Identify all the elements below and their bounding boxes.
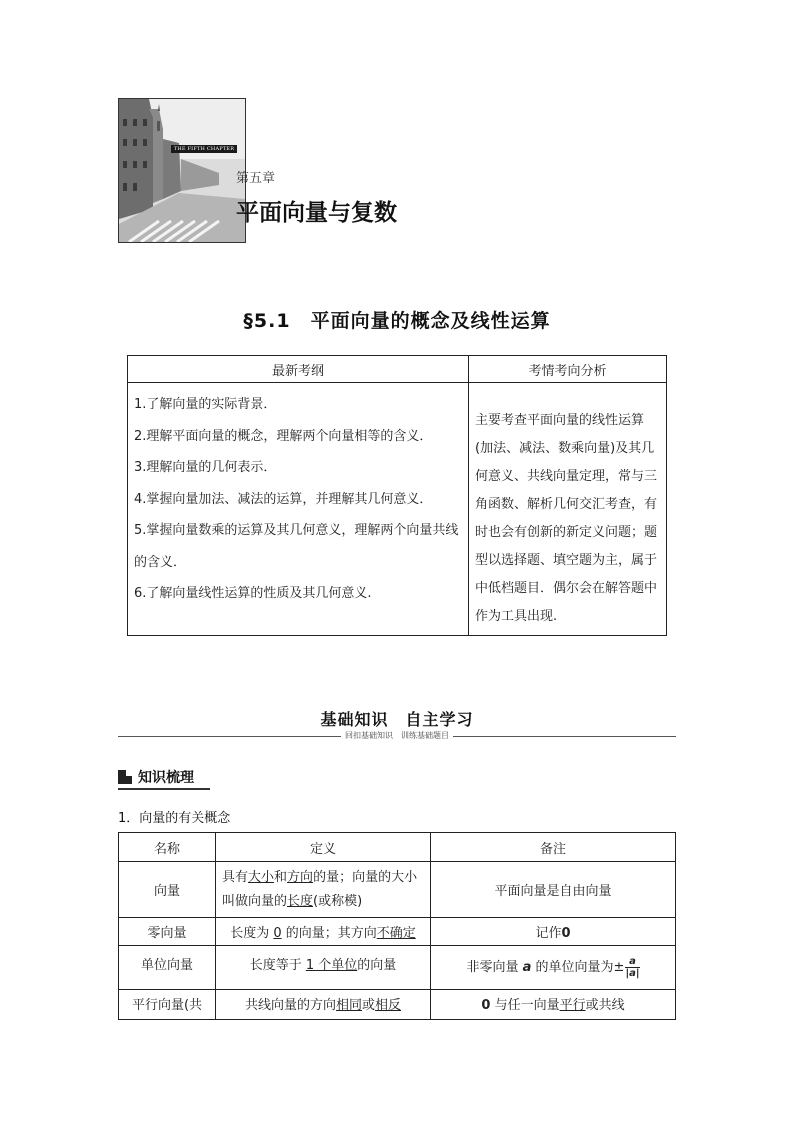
table-row <box>119 918 676 946</box>
knowledge-heading <box>118 767 194 787</box>
table-row <box>119 990 676 1020</box>
section-marker-icon <box>118 770 132 784</box>
concept-note: 非零向量 a 的单位向量为± $\frac{a}{|a|}$ <box>431 946 676 990</box>
concept-name: 向量 <box>119 862 216 918</box>
concepts-table <box>118 832 676 1020</box>
concept-note: 平面向量是自由向量 <box>431 862 676 918</box>
syllabus-item: 1.了解向量的实际背景． <box>134 397 277 412</box>
concept-note: 0 与任一向量平行或共线 <box>431 990 676 1020</box>
knowledge-heading-text: 知识梳理 <box>138 770 194 786</box>
outline-header-analysis: 考情考向分析 <box>469 356 667 383</box>
concept-note: 记作0 <box>431 918 676 946</box>
table-row <box>119 862 676 918</box>
syllabus-item: 4.掌握向量加法、减法的运算，并理解其几何意义． <box>134 491 433 507</box>
concept-name: 单位向量 <box>119 946 216 990</box>
chapter-number: 第五章 <box>236 171 276 186</box>
concept-name: 平行向量(共 <box>119 990 216 1020</box>
analysis-text: 主要考查平面向量的线性运算(加法、减法、数乘向量)及其几何意义、共线向量定理，常与三角函数、解析几何交汇考查，有时也会有创新的新定义问题；题型以选择题、填空题为主，属于中低档题目．偶尔会在解答题中作为工具出现. <box>475 413 658 624</box>
chapter-banner: THE FIFTH CHAPTER <box>171 145 237 153</box>
outline-header-syllabus: 最新考纲 <box>128 356 469 383</box>
syllabus-item: 2.理解平面向量的概念，理解两个向量相等的含义． <box>134 428 433 444</box>
table-row <box>119 946 676 990</box>
concepts-header-note: 备注 <box>431 833 676 862</box>
analysis-cell <box>469 383 667 636</box>
section-title: §5.1 平面向量的概念及线性运算 <box>243 310 551 332</box>
unit-vector-fraction: $\frac{a}{|a|}$ <box>625 956 640 979</box>
concept-name: 零向量 <box>119 918 216 946</box>
concept-definition: 具有大小和方向的量；向量的大小叫做向量的长度(或称模) <box>216 862 431 918</box>
concepts-header-name: 名称 <box>119 833 216 862</box>
outline-table <box>127 355 667 636</box>
concept-definition: 共线向量的方向相同或相反 <box>216 990 431 1020</box>
knowledge-heading-underline <box>118 788 210 790</box>
syllabus-cell <box>128 383 469 636</box>
concept-definition: 长度为 0 的向量；其方向不确定 <box>216 918 431 946</box>
syllabus-item: 3.理解向量的几何表示． <box>134 460 277 475</box>
concepts-header-definition: 定义 <box>216 833 431 862</box>
divider-subtitle <box>0 730 794 741</box>
concept-definition: 长度等于 1 个单位的向量 <box>216 946 431 990</box>
syllabus-item: 5.掌握向量数乘的运算及其几何意义，理解两个向量共线的含义． <box>134 523 459 570</box>
chapter-cover-image <box>118 98 246 243</box>
divider-title: 基础知识 自主学习 <box>320 710 474 729</box>
chapter-title: 平面向量与复数 <box>236 200 397 226</box>
syllabus-item: 6.了解向量线性运算的性质及其几何意义. <box>134 586 372 601</box>
divider-subtitle-text: 回扣基础知识 训练基础题目 <box>341 731 453 740</box>
item-title: 1．向量的有关概念 <box>118 811 231 826</box>
